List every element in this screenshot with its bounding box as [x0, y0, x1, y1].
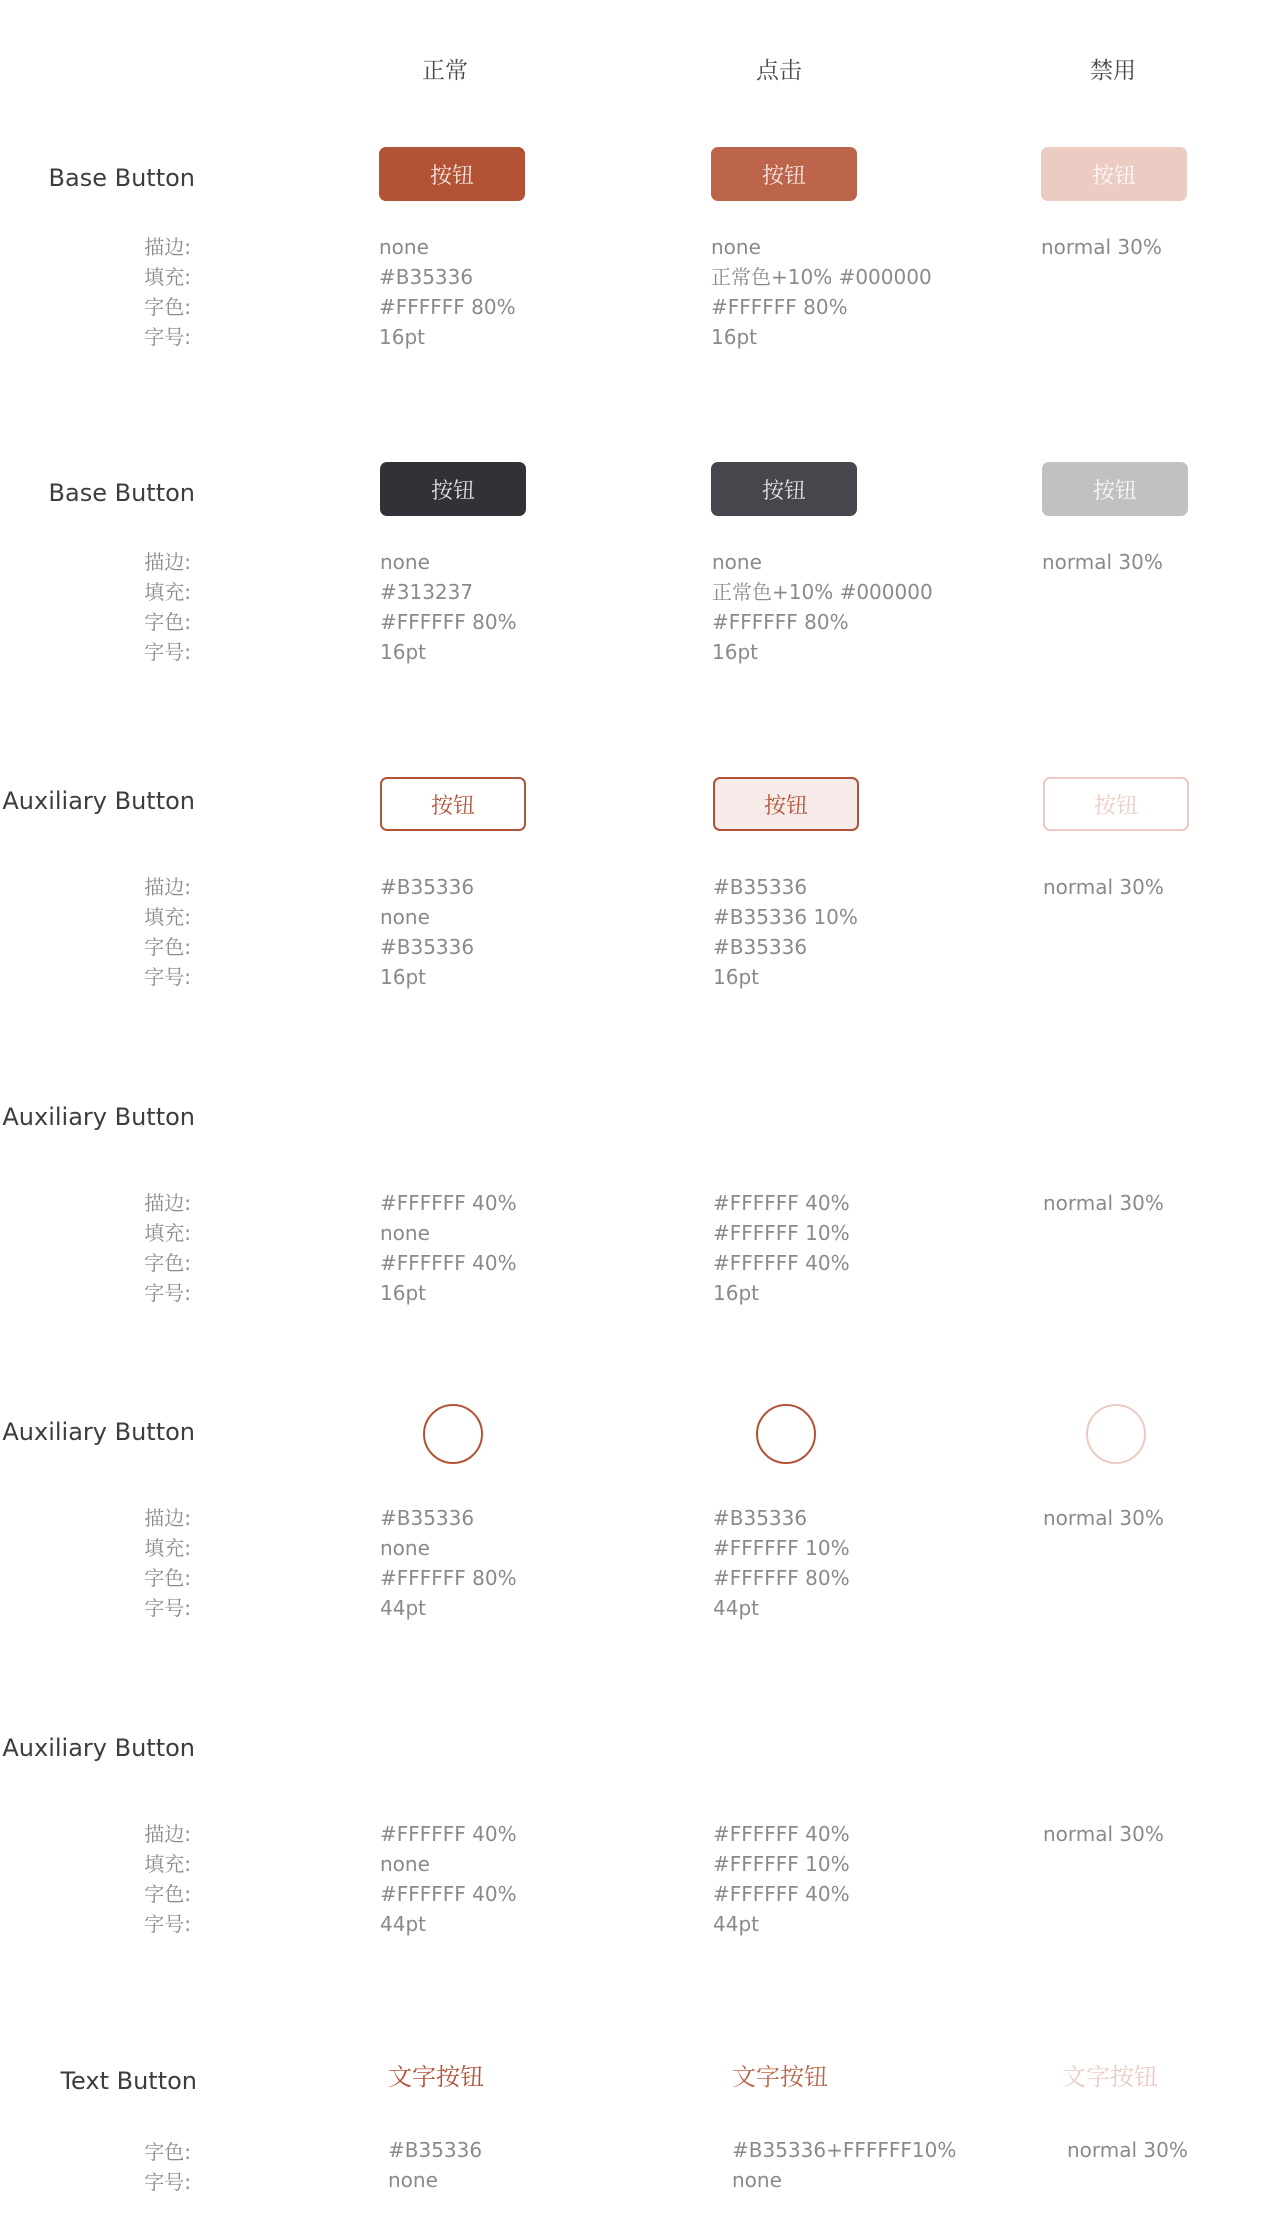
value-stroke: #FFFFFF 40% [380, 1822, 517, 1846]
section-title: Base Button [48, 164, 195, 192]
section-title: Text Button [60, 2067, 197, 2095]
value-font-size: none [732, 2168, 782, 2192]
label-fill: 填充: [144, 905, 191, 929]
value-font-size: 16pt [712, 640, 758, 664]
value-stroke: #B35336 [713, 1506, 808, 1530]
value-fill: #B35336 10% [713, 905, 858, 929]
value-font-color: #FFFFFF 80% [711, 295, 848, 319]
value-font-color: #FFFFFF 80% [713, 1566, 850, 1590]
section-title: Auxiliary Button [2, 1734, 195, 1762]
spec-values-disabled [1043, 1503, 1164, 1533]
value-font-size: 16pt [713, 1281, 759, 1305]
spec-values-normal [380, 547, 517, 667]
base-button-normal[interactable] [380, 462, 526, 516]
base-button-disabled [1041, 147, 1187, 201]
value-font-color: #FFFFFF 80% [379, 295, 516, 319]
spec-values-normal [380, 1503, 517, 1623]
value-disabled: normal 30% [1043, 1822, 1164, 1846]
circle-button-pressed[interactable] [756, 1404, 816, 1464]
value-font-color: #B35336 [380, 935, 475, 959]
auxiliary-button-normal[interactable] [380, 777, 526, 831]
button-label: 按钮 [430, 478, 475, 504]
label-stroke: 描边: [144, 1506, 191, 1530]
spec-values-pressed [713, 1188, 850, 1308]
value-fill: none [380, 1852, 430, 1876]
spec-values-pressed [712, 547, 933, 667]
value-disabled: normal 30% [1042, 550, 1163, 574]
value-fill: #FFFFFF 10% [713, 1536, 850, 1560]
value-font-color: #FFFFFF 40% [380, 1251, 517, 1275]
button-label: 按钮 [761, 478, 806, 504]
value-stroke: none [380, 550, 430, 574]
base-button-disabled [1042, 462, 1188, 516]
button-label: 按钮 [1093, 793, 1138, 819]
label-stroke: 描边: [144, 1822, 191, 1846]
label-font-size: 字号: [144, 1281, 191, 1305]
value-font-size: 44pt [380, 1596, 426, 1620]
spec-values-pressed [713, 872, 858, 992]
value-stroke: #B35336 [713, 875, 808, 899]
label-stroke: 描边: [144, 550, 191, 574]
spec-values-disabled [1043, 872, 1164, 902]
circle-button-normal[interactable] [423, 1404, 483, 1464]
label-font-color: 字色: [144, 1882, 191, 1906]
spec-values-disabled [1041, 232, 1162, 262]
value-font-color: #FFFFFF 80% [380, 610, 517, 634]
value-disabled: normal 30% [1043, 1191, 1164, 1215]
text-button-disabled: 文字按钮 [1062, 2063, 1158, 2091]
value-stroke: #B35336 [380, 1506, 475, 1530]
button-label: 按钮 [429, 163, 474, 189]
spec-labels [144, 1819, 191, 1939]
value-font-size: 16pt [379, 325, 425, 349]
value-fill: #B35336 [379, 265, 474, 289]
column-header-pressed: 点击 [756, 58, 802, 84]
spec-values-normal [380, 872, 474, 992]
value-font-size: none [388, 2168, 438, 2192]
value-font-size: 16pt [711, 325, 757, 349]
value-stroke: #FFFFFF 40% [380, 1191, 517, 1215]
text-button-pressed[interactable]: 文字按钮 [732, 2063, 828, 2091]
label-fill: 填充: [144, 1536, 191, 1560]
label-font-color: 字色: [144, 2140, 191, 2164]
value-font-color: #FFFFFF 80% [380, 1566, 517, 1590]
label-font-size: 字号: [144, 2170, 191, 2194]
value-font-color: #B35336 [713, 935, 808, 959]
spec-labels [144, 1503, 191, 1623]
spec-labels [144, 2137, 191, 2197]
spec-values-pressed [713, 1503, 850, 1623]
label-fill: 填充: [144, 1221, 191, 1245]
spec-labels [144, 872, 191, 992]
section-title: Base Button [48, 479, 195, 507]
spec-values-normal [380, 1188, 517, 1308]
label-font-color: 字色: [144, 610, 191, 634]
value-font-size: 44pt [380, 1912, 426, 1936]
value-font-color: #B35336+FFFFFF10% [732, 2138, 957, 2162]
value-font-color: #FFFFFF 40% [713, 1882, 850, 1906]
label-font-size: 字号: [144, 965, 191, 989]
spec-values-disabled [1067, 2135, 1188, 2165]
text-button-normal[interactable]: 文字按钮 [388, 2063, 484, 2091]
label-font-size: 字号: [144, 1596, 191, 1620]
spec-values-pressed [732, 2135, 956, 2195]
value-fill: none [380, 1536, 430, 1560]
column-header-normal: 正常 [422, 58, 468, 84]
button-label: 按钮 [763, 793, 808, 819]
value-disabled: normal 30% [1043, 1506, 1164, 1530]
auxiliary-button-disabled [1043, 777, 1189, 831]
auxiliary-button-pressed[interactable] [713, 777, 859, 831]
circle-button-disabled [1086, 1404, 1146, 1464]
value-disabled: normal 30% [1067, 2138, 1188, 2162]
button-label: 按钮 [430, 793, 475, 819]
label-font-size: 字号: [144, 1912, 191, 1936]
value-disabled: normal 30% [1041, 235, 1162, 259]
button-label: 按钮 [1092, 478, 1137, 504]
value-stroke: none [711, 235, 761, 259]
label-font-color: 字色: [144, 1566, 191, 1590]
value-disabled: normal 30% [1043, 875, 1164, 899]
label-fill: 填充: [144, 265, 191, 289]
value-font-color: #FFFFFF 80% [712, 610, 849, 634]
value-fill: #FFFFFF 10% [713, 1852, 850, 1876]
spec-values-normal [388, 2135, 482, 2195]
label-font-size: 字号: [144, 640, 191, 664]
value-font-size: 16pt [713, 965, 759, 989]
label-fill: 填充: [144, 1852, 191, 1876]
value-font-color: #B35336 [388, 2138, 483, 2162]
base-button-pressed[interactable] [711, 147, 857, 201]
value-font-size: 16pt [380, 640, 426, 664]
value-fill: 正常色+10% #000000 [712, 580, 933, 604]
base-button-pressed[interactable] [711, 462, 857, 516]
value-font-size: 16pt [380, 1281, 426, 1305]
value-stroke: none [712, 550, 762, 574]
spec-labels [144, 547, 191, 667]
button-label: 按钮 [1091, 163, 1136, 189]
value-fill: none [380, 1221, 430, 1245]
value-font-color: #FFFFFF 40% [380, 1882, 517, 1906]
section-title: Auxiliary Button [2, 1418, 195, 1446]
spec-values-disabled [1042, 547, 1163, 577]
value-fill: 正常色+10% #000000 [711, 265, 932, 289]
base-button-normal[interactable] [379, 147, 525, 201]
spec-values-normal [379, 232, 516, 352]
label-stroke: 描边: [144, 1191, 191, 1215]
value-font-size: 16pt [380, 965, 426, 989]
spec-values-pressed [713, 1819, 850, 1939]
spec-values-pressed [711, 232, 932, 352]
label-font-size: 字号: [144, 325, 191, 349]
spec-values-normal [380, 1819, 517, 1939]
spec-values-disabled [1043, 1819, 1164, 1849]
value-stroke: #FFFFFF 40% [713, 1822, 850, 1846]
value-font-color: #FFFFFF 40% [713, 1251, 850, 1275]
label-stroke: 描边: [144, 875, 191, 899]
value-stroke: none [379, 235, 429, 259]
value-stroke: #B35336 [380, 875, 475, 899]
spec-labels [144, 232, 191, 352]
value-fill: none [380, 905, 430, 929]
column-header-disabled: 禁用 [1090, 58, 1136, 84]
spec-labels [144, 1188, 191, 1308]
value-fill: #313237 [380, 580, 474, 604]
value-fill: #FFFFFF 10% [713, 1221, 850, 1245]
value-font-size: 44pt [713, 1912, 759, 1936]
value-stroke: #FFFFFF 40% [713, 1191, 850, 1215]
value-font-size: 44pt [713, 1596, 759, 1620]
label-stroke: 描边: [144, 235, 191, 259]
button-label: 按钮 [761, 163, 806, 189]
section-title: Auxiliary Button [2, 787, 195, 815]
spec-values-disabled [1043, 1188, 1164, 1218]
label-font-color: 字色: [144, 935, 191, 959]
label-font-color: 字色: [144, 1251, 191, 1275]
label-fill: 填充: [144, 580, 191, 604]
label-font-color: 字色: [144, 295, 191, 319]
section-title: Auxiliary Button [2, 1103, 195, 1131]
